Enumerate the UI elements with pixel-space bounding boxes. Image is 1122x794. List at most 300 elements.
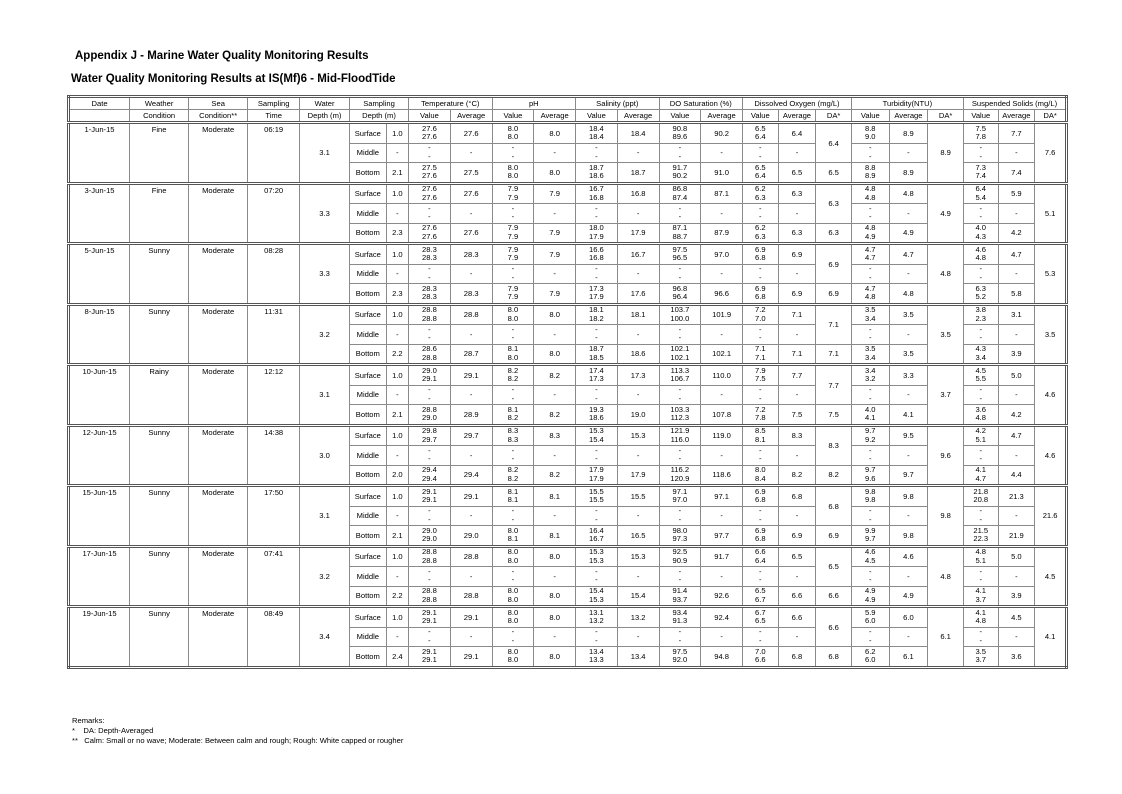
salinity-value-cell-reading: 13.3 [589,655,604,665]
ss-average-cell: 4.2 [998,405,1035,426]
salinity-value-cell [576,546,618,567]
temp-value-cell-reading: 27.6 [422,132,437,142]
temp-value-cell-reading: 28.8 [422,313,437,323]
sampling-time-cell: 08:49 [248,607,300,668]
ph-average-cell: - [534,446,576,466]
do-sat-value-cell-reading: - [678,445,682,455]
do-value-cell [743,244,779,265]
do-sat-value-cell-reading: - [678,506,682,516]
do-sat-value-cell-reading: 97.5 [672,244,688,254]
turbidity-value-cell [851,244,889,265]
turbidity-value-cell-reading: 4.7 [864,244,876,254]
salinity-average-cell: 17.9 [617,223,659,244]
turbidity-average-cell: - [889,264,928,284]
do-value-cell [743,123,779,144]
do-value-cell-reading: 7.0 [755,646,766,656]
salinity-average-cell: 16.8 [617,183,659,204]
ss-average-cell: 5.8 [998,284,1035,305]
header-ph-value: Value [492,110,534,123]
do-value-cell-reading: 6.5 [755,123,766,133]
do-sat-value-cell-reading: 96.5 [672,253,688,263]
turbidity-value-cell [851,344,889,365]
ss-value-cell-reading: 3.6 [975,404,987,414]
ss-da-cell: 5.3 [1035,244,1067,305]
salinity-average-cell: 15.3 [617,425,659,446]
turbidity-value-cell-reading: 9.7 [864,534,876,544]
header-sea: Sea [189,97,248,110]
temp-value-cell-reading: 28.8 [422,305,437,315]
temp-average-cell: 29.0 [450,526,492,547]
turbidity-value-cell-reading: - [868,324,872,334]
do-sat-average-cell: 87.1 [701,183,743,204]
temp-value-cell-reading: 28.8 [422,352,437,362]
temp-value-cell-reading: - [428,575,431,585]
ph-value-cell [492,526,534,547]
header-do-value: Value [743,110,779,123]
ss-value-cell-reading: 4.5 [975,365,987,375]
do-sat-average-cell: 97.7 [701,526,743,547]
sampling-time-cell: 11:31 [248,304,300,365]
do-sat-value-cell [659,405,701,426]
do-sat-value-cell-reading: 120.9 [670,473,690,483]
turbidity-value-cell-reading: - [868,151,872,161]
water-depth-cell: 3.0 [300,425,350,486]
ss-value-cell [963,465,998,486]
ph-value-cell [492,385,534,405]
turbidity-value-cell [851,143,889,163]
ss-value-cell-reading: 7.4 [975,171,987,181]
turbidity-average-cell: - [889,446,928,466]
salinity-value-cell-reading: 17.3 [589,374,604,384]
turbidity-value-cell [851,284,889,305]
temp-average-cell: 27.5 [450,163,492,184]
turbidity-average-cell: 3.5 [889,344,928,365]
do-value-cell-reading: - [759,506,762,516]
salinity-average-cell: - [617,264,659,284]
ss-value-cell-reading: 20.8 [973,495,989,505]
do-sat-value-cell [659,123,701,144]
temp-average-cell: 27.6 [450,123,492,144]
temp-average-cell: 28.9 [450,405,492,426]
ss-average-cell: 5.0 [998,546,1035,567]
turbidity-value-cell-reading: 5.9 [864,607,876,617]
do-sat-value-cell [659,143,701,163]
water-depth-cell: 3.2 [300,304,350,365]
temp-value-cell [409,365,451,386]
do-value-cell-reading: - [759,212,762,222]
do-value-cell [743,465,779,486]
do-sat-value-cell-reading: - [678,514,682,524]
ss-value-cell-reading: 5.2 [975,292,987,302]
turbidity-value-cell-reading: 6.0 [864,616,876,626]
ph-value-cell [492,223,534,244]
do-sat-value-cell-reading: 90.9 [672,555,688,565]
turbidity-da-cell: 3.5 [928,304,964,365]
salinity-value-cell-reading: - [595,385,598,395]
ph-value-cell [492,506,534,526]
do-sat-value-cell [659,264,701,284]
turbidity-average-cell: - [889,325,928,345]
turbidity-value-cell-reading: - [868,203,872,213]
do-average-cell: 7.7 [778,365,816,386]
ss-value-cell-reading: - [979,506,982,516]
salinity-average-cell: 15.5 [617,486,659,507]
do-value-cell-reading: 6.4 [755,171,766,181]
do-sat-value-cell-reading: - [678,272,682,282]
ss-value-cell-reading: 21.5 [973,525,989,535]
sampling-depth-cell: 1.0 [386,486,408,507]
salinity-value-cell-reading: - [595,566,598,576]
do-value-cell-reading: - [759,143,762,153]
ss-value-cell-reading: 5.4 [975,192,987,202]
header-do-saturation: DO Saturation (%) [659,97,743,110]
appendix-title: Appendix J - Marine Water Quality Monitoring Results [75,50,369,62]
salinity-average-cell: 16.7 [617,244,659,265]
temp-value-cell-reading: 29.1 [422,374,437,384]
do-value-cell-reading: 6.9 [755,244,766,254]
sampling-level-cell: Surface [350,486,387,507]
do-sat-value-cell [659,607,701,628]
salinity-value-cell [576,264,618,284]
turbidity-value-cell-reading: 3.4 [864,365,876,375]
do-da-cell: 6.8 [816,647,852,668]
ss-value-cell [963,546,998,567]
salinity-value-cell-reading: 18.7 [589,162,604,172]
ss-value-cell-reading: 4.8 [975,547,987,557]
ph-value-cell [492,647,534,668]
ph-value-cell [492,446,534,466]
ss-value-cell [963,284,998,305]
sea-condition-cell: Moderate [189,123,248,184]
do-average-cell: 6.9 [778,244,816,265]
turbidity-average-cell: 4.1 [889,405,928,426]
salinity-value-cell-reading: 15.5 [589,495,604,505]
sampling-depth-cell: 2.2 [386,344,408,365]
header-weather: Weather [130,97,189,110]
do-da-cell: 6.9 [816,526,852,547]
salinity-value-cell-reading: - [595,264,598,274]
ss-value-cell-reading: - [979,575,982,585]
weather-cell: Sunny [130,425,189,486]
ph-value-cell-reading: 8.0 [507,547,519,557]
do-sat-value-cell-reading: - [678,454,682,464]
do-value-cell-reading: - [759,514,762,524]
do-sat-value-cell-reading: - [678,627,682,637]
do-sat-value-cell-reading: - [678,575,682,585]
ph-value-cell-reading: 8.0 [507,123,519,133]
temp-average-cell: - [450,506,492,526]
temp-value-cell-reading: 29.0 [422,365,437,375]
turbidity-value-cell-reading: - [868,445,872,455]
ph-value-cell [492,405,534,426]
salinity-value-cell-reading: 18.1 [589,305,604,315]
do-sat-average-cell: - [701,627,743,647]
ph-average-cell: 8.3 [534,425,576,446]
salinity-average-cell: 13.2 [617,607,659,628]
temp-value-cell-reading: - [428,566,431,576]
turbidity-value-cell [851,627,889,647]
do-sat-average-cell: 107.8 [701,405,743,426]
header-do-da: DA* [816,110,852,123]
sampling-level-cell: Bottom [350,405,387,426]
sampling-depth-cell: - [386,446,408,466]
do-sat-value-cell-reading: 88.7 [672,231,688,241]
ss-value-cell-reading: 4.0 [975,223,987,233]
header-ss-average: Average [998,110,1035,123]
ph-value-cell-reading: 8.1 [507,486,519,496]
do-sat-value-cell [659,446,701,466]
do-average-cell: 6.3 [778,183,816,204]
turbidity-average-cell: - [889,385,928,405]
header-temp-average: Average [450,110,492,123]
sampling-time-cell: 06:19 [248,123,300,184]
salinity-value-cell-reading: 17.9 [589,465,604,475]
turbidity-value-cell [851,204,889,224]
salinity-value-cell [576,204,618,224]
ph-average-cell: 8.2 [534,405,576,426]
do-sat-value-cell [659,344,701,365]
ss-value-cell [963,446,998,466]
sampling-level-cell: Bottom [350,223,387,244]
do-value-cell-reading: 6.8 [755,534,766,544]
water-depth-cell: 3.4 [300,607,350,668]
ss-value-cell-reading: - [979,203,982,213]
do-value-cell [743,284,779,305]
do-sat-value-cell [659,506,701,526]
ss-average-cell: 7.4 [998,163,1035,184]
do-value-cell-reading: 7.2 [755,404,766,414]
turbidity-value-cell-reading: 4.1 [864,413,876,423]
sampling-depth-cell: 2.3 [386,223,408,244]
do-sat-value-cell [659,526,701,547]
do-da-cell: 6.3 [816,223,852,244]
sampling-level-cell: Middle [350,325,387,345]
header-suspended-solids: Suspended Solids (mg/L) [963,97,1066,110]
ss-value-cell-reading: 6.3 [975,283,987,293]
salinity-value-cell-reading: 17.9 [589,292,604,302]
do-value-cell-reading: 6.9 [755,283,766,293]
salinity-value-cell [576,567,618,587]
turbidity-value-cell-reading: 4.8 [864,192,876,202]
ph-value-cell-reading: 7.9 [507,283,519,293]
temp-value-cell [409,123,451,144]
ss-value-cell-reading: - [979,566,982,576]
turbidity-value-cell-reading: 3.5 [864,344,876,354]
temp-value-cell-reading: 28.3 [422,283,437,293]
ss-value-cell [963,486,998,507]
date-cell: 5-Jun-15 [69,244,130,305]
sampling-depth-cell: - [386,325,408,345]
salinity-value-cell-reading: 17.9 [589,473,604,483]
salinity-value-cell-reading: - [595,575,598,585]
turbidity-average-cell: - [889,506,928,526]
turbidity-da-cell: 8.9 [928,123,964,184]
sampling-level-cell: Surface [350,123,387,144]
do-average-cell: 6.8 [778,647,816,668]
do-sat-value-cell-reading: 91.4 [672,586,688,596]
temp-value-cell [409,385,451,405]
turbidity-value-cell [851,546,889,567]
temp-value-cell [409,325,451,345]
salinity-value-cell [576,123,618,144]
temp-value-cell [409,465,451,486]
ph-value-cell-reading: - [511,272,515,282]
salinity-value-cell-reading: 19.3 [589,404,604,414]
do-value-cell [743,486,779,507]
header-sal-value: Value [576,110,618,123]
ph-average-cell: 8.1 [534,526,576,547]
turbidity-value-cell-reading: - [868,454,872,464]
do-average-cell: 8.2 [778,465,816,486]
remark-line: ** Calm: Small or no wave; Moderate: Between calm and rough; Rough: White capped or rougher [72,736,404,745]
do-value-cell-reading: - [759,385,762,395]
weather-cell: Sunny [130,546,189,607]
temp-value-cell-reading: 29.4 [422,465,437,475]
ss-value-cell [963,183,998,204]
ss-value-cell-reading: 5.1 [975,434,987,444]
sampling-level-cell: Surface [350,244,387,265]
salinity-value-cell-reading: 18.5 [589,352,604,362]
turbidity-da-cell: 4.8 [928,546,964,607]
ph-value-cell-reading: 8.0 [507,586,519,596]
ss-value-cell-reading: - [979,385,982,395]
ss-value-cell [963,143,998,163]
ss-value-cell-reading: 22.3 [973,534,989,544]
date-cell: 10-Jun-15 [69,365,130,426]
ss-value-cell-reading: 3.8 [975,305,987,315]
turbidity-value-cell-reading: 4.9 [864,594,876,604]
salinity-value-cell-reading: 13.2 [589,616,604,626]
turbidity-average-cell: 3.5 [889,304,928,325]
ss-value-cell-reading: 7.8 [975,132,987,142]
temp-value-cell [409,627,451,647]
ph-value-cell [492,123,534,144]
ss-value-cell [963,607,998,628]
do-da-cell: 8.2 [816,465,852,486]
header-dos-average: Average [701,110,743,123]
salinity-average-cell: 18.6 [617,344,659,365]
do-average-cell: 6.4 [778,123,816,144]
do-sat-value-cell [659,486,701,507]
temp-value-cell [409,405,451,426]
ph-average-cell: 8.0 [534,546,576,567]
ss-average-cell: 3.9 [998,344,1035,365]
do-da-cell: 6.9 [816,284,852,305]
salinity-value-cell-reading: 16.8 [589,253,604,263]
salinity-value-cell-reading: 13.4 [589,646,604,656]
do-sat-value-cell [659,325,701,345]
header-water: Water [300,97,350,110]
do-value-cell [743,183,779,204]
temp-value-cell-reading: 29.1 [422,607,437,617]
ss-value-cell-reading: 3.4 [975,352,987,362]
ss-value-cell-reading: 4.3 [975,344,987,354]
turbidity-value-cell-reading: - [868,393,872,403]
ph-value-cell-reading: 8.0 [507,313,519,323]
ph-average-cell: 8.0 [534,647,576,668]
do-da-cell: 7.1 [816,344,852,365]
ph-value-cell-reading: 8.3 [507,434,519,444]
turbidity-value-cell [851,586,889,607]
temp-value-cell [409,223,451,244]
do-sat-value-cell-reading: 103.7 [670,305,690,315]
turbidity-value-cell [851,163,889,184]
do-value-cell-reading: - [759,324,762,334]
ss-value-cell [963,627,998,647]
salinity-value-cell-reading: - [595,151,598,161]
do-value-cell [743,526,779,547]
salinity-value-cell-reading: - [595,324,598,334]
turbidity-da-cell: 4.8 [928,244,964,305]
do-value-cell-reading: 6.2 [755,184,766,194]
ss-value-cell-reading: 7.3 [975,162,987,172]
turbidity-average-cell: 6.0 [889,607,928,628]
do-sat-value-cell-reading: 97.0 [672,495,688,505]
do-sat-value-cell-reading: 89.6 [672,132,688,142]
ss-value-cell-reading: 21.8 [973,486,989,496]
ph-value-cell-reading: - [511,454,515,464]
do-sat-average-cell: 91.7 [701,546,743,567]
salinity-value-cell-reading: 15.3 [589,594,604,604]
salinity-value-cell-reading: 18.6 [589,171,604,181]
temp-value-cell [409,647,451,668]
do-sat-average-cell: - [701,567,743,587]
ss-value-cell [963,344,998,365]
sampling-depth-cell: 1.0 [386,304,408,325]
do-da-cell: 6.6 [816,586,852,607]
ss-value-cell-reading: 4.2 [975,426,987,436]
turbidity-average-cell: 3.3 [889,365,928,386]
sampling-depth-cell: 1.0 [386,365,408,386]
ss-average-cell: - [998,143,1035,163]
do-sat-value-cell-reading: 97.1 [672,486,688,496]
turbidity-value-cell-reading: 8.8 [864,123,876,133]
turbidity-value-cell [851,486,889,507]
sampling-level-cell: Middle [350,627,387,647]
ph-value-cell [492,567,534,587]
do-sat-value-cell [659,183,701,204]
salinity-value-cell-reading: 16.7 [589,184,604,194]
do-sat-value-cell-reading: 92.5 [672,547,688,557]
ss-average-cell: - [998,627,1035,647]
do-sat-value-cell-reading: - [678,264,682,274]
do-sat-value-cell-reading: - [678,203,682,213]
turbidity-value-cell-reading: 6.2 [864,646,876,656]
remark-line: * DA: Depth-Averaged [72,726,154,735]
ss-value-cell-reading: 4.1 [975,465,987,475]
sampling-level-cell: Surface [350,183,387,204]
do-sat-value-cell [659,204,701,224]
do-value-cell-reading: 6.7 [755,607,766,617]
sampling-level-cell: Surface [350,365,387,386]
turbidity-value-cell-reading: 4.8 [864,184,876,194]
do-average-cell: - [778,567,816,587]
temp-value-cell-reading: - [428,143,431,153]
salinity-value-cell-reading: 18.2 [589,313,604,323]
salinity-value-cell [576,506,618,526]
ss-value-cell-reading: 4.8 [975,253,987,263]
ph-value-cell [492,204,534,224]
ph-value-cell-reading: 8.0 [507,646,519,656]
salinity-value-cell [576,607,618,628]
salinity-value-cell [576,183,618,204]
ss-value-cell [963,567,998,587]
do-sat-average-cell: 97.1 [701,486,743,507]
salinity-value-cell-reading: 18.4 [589,132,604,142]
do-value-cell-reading: 6.9 [755,525,766,535]
do-sat-value-cell-reading: 90.2 [672,171,688,181]
turbidity-value-cell-reading: 8.8 [864,162,876,172]
